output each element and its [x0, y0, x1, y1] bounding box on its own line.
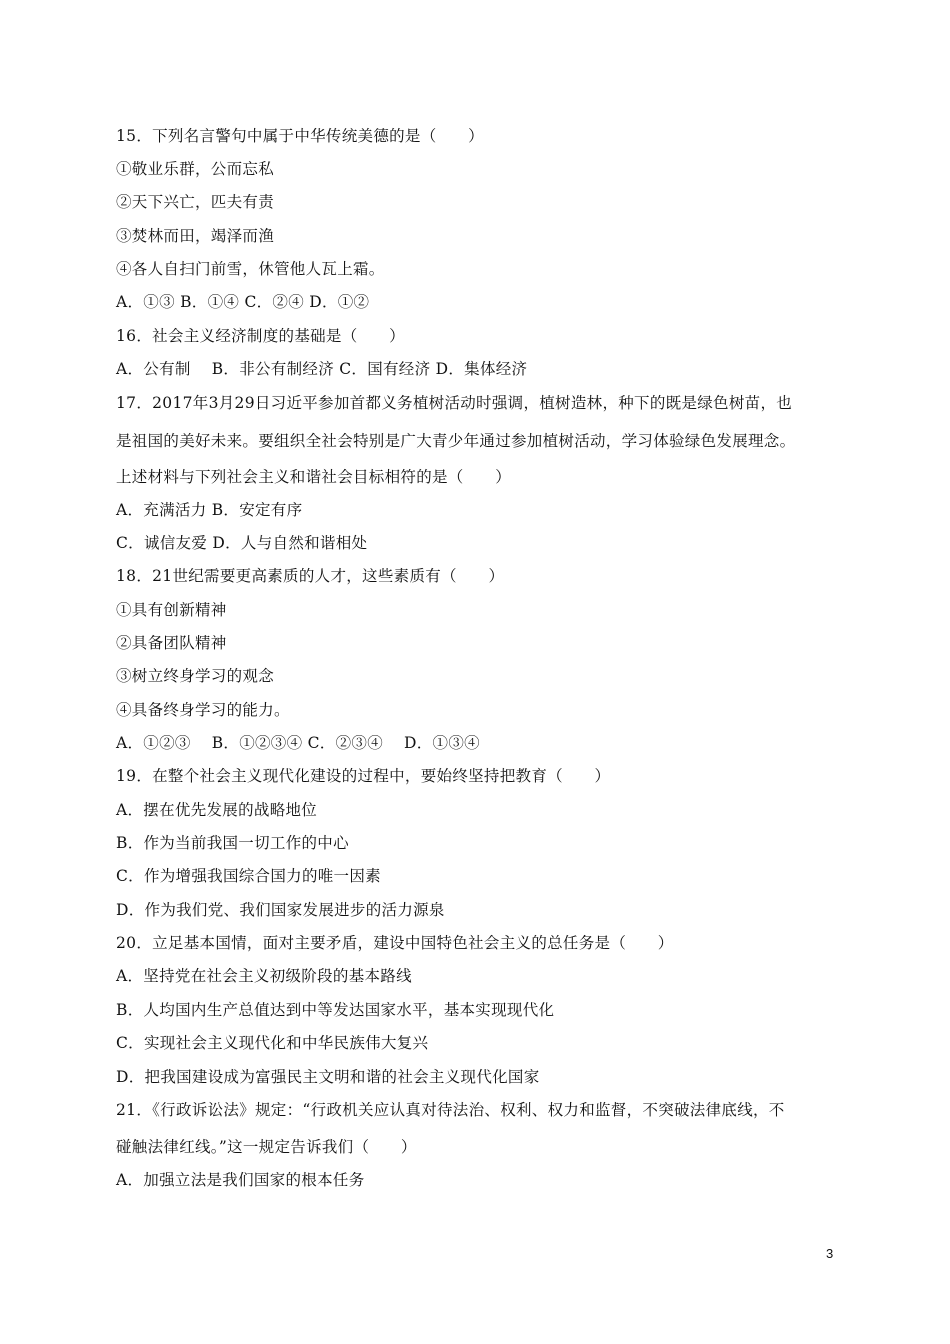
- question-15-item-2: ②天下兴亡，匹夫有责: [116, 193, 275, 211]
- question-17-options-ab: A．充满活力 B．安定有序: [116, 501, 303, 519]
- question-20-option-a: A．坚持党在社会主义初级阶段的基本路线: [116, 967, 412, 985]
- question-17-stem-line-2: 是祖国的美好未来。要组织全社会特别是广大青少年通过参加植树活动，学习体验绿色发展理念。: [116, 432, 796, 450]
- question-20-option-c: C．实现社会主义现代化和中华民族伟大复兴: [116, 1034, 429, 1052]
- question-15-item-4: ④各人自扫门前雪，休管他人瓦上霜。: [116, 260, 385, 278]
- question-15-item-3: ③焚林而田，竭泽而渔: [116, 227, 275, 245]
- question-19-option-a: A．摆在优先发展的战略地位: [116, 801, 318, 819]
- question-19-option-b: B．作为当前我国一切工作的中心: [116, 834, 349, 852]
- question-15-item-1: ①敬业乐群，公而忘私: [116, 160, 275, 178]
- question-17-stem-line-3: 上述材料与下列社会主义和谐社会目标相符的是（ ）: [116, 468, 512, 486]
- question-18-options: A．①②③ B．①②③④ C．②③④ D．①③④: [116, 734, 480, 752]
- question-20-option-d: D．把我国建设成为富强民主文明和谐的社会主义现代化国家: [116, 1068, 540, 1086]
- page-number: 3: [826, 1246, 834, 1261]
- question-16-stem: 16．社会主义经济制度的基础是（ ）: [116, 327, 405, 345]
- question-21-stem-line-1: 21．《行政诉讼法》规定：“行政机关应认真对待法治、权利、权力和监督，不突破法律底线，不: [116, 1101, 785, 1119]
- question-19-stem: 19．在整个社会主义现代化建设的过程中，要始终坚持把教育（ ）: [116, 767, 611, 785]
- question-20-option-b: B．人均国内生产总值达到中等发达国家水平，基本实现现代化: [116, 1001, 555, 1019]
- question-19-option-c: C．作为增强我国综合国力的唯一因素: [116, 867, 381, 885]
- question-18-stem: 18．21世纪需要更高素质的人才，这些素质有（ ）: [116, 567, 505, 585]
- question-15-options: A．①③ B．①④ C．②④ D．①②: [116, 293, 370, 311]
- question-21-stem-line-2: 碰触法律红线。”这一规定告诉我们（ ）: [116, 1138, 417, 1156]
- question-21-option-a: A．加强立法是我们国家的根本任务: [116, 1171, 365, 1189]
- question-18-item-4: ④具备终身学习的能力。: [116, 701, 290, 719]
- question-17-options-cd: C．诚信友爱 D．人与自然和谐相处: [116, 534, 368, 552]
- question-18-item-1: ①具有创新精神: [116, 601, 227, 619]
- question-15-stem: 15．下列名言警句中属于中华传统美德的是（ ）: [116, 127, 484, 145]
- question-18-item-2: ②具备团队精神: [116, 634, 227, 652]
- question-19-option-d: D．作为我们党、我们国家发展进步的活力源泉: [116, 901, 445, 919]
- question-18-item-3: ③树立终身学习的观念: [116, 667, 275, 685]
- question-16-options: A．公有制 B．非公有制经济 C．国有经济 D．集体经济: [116, 360, 528, 378]
- question-17-stem-line-1: 17．2017年3月29日习近平参加首都义务植树活动时强调，植树造林，种下的既是绿色树苗，也: [116, 394, 793, 412]
- question-20-stem: 20．立足基本国情，面对主要矛盾，建设中国特色社会主义的总任务是（ ）: [116, 934, 674, 952]
